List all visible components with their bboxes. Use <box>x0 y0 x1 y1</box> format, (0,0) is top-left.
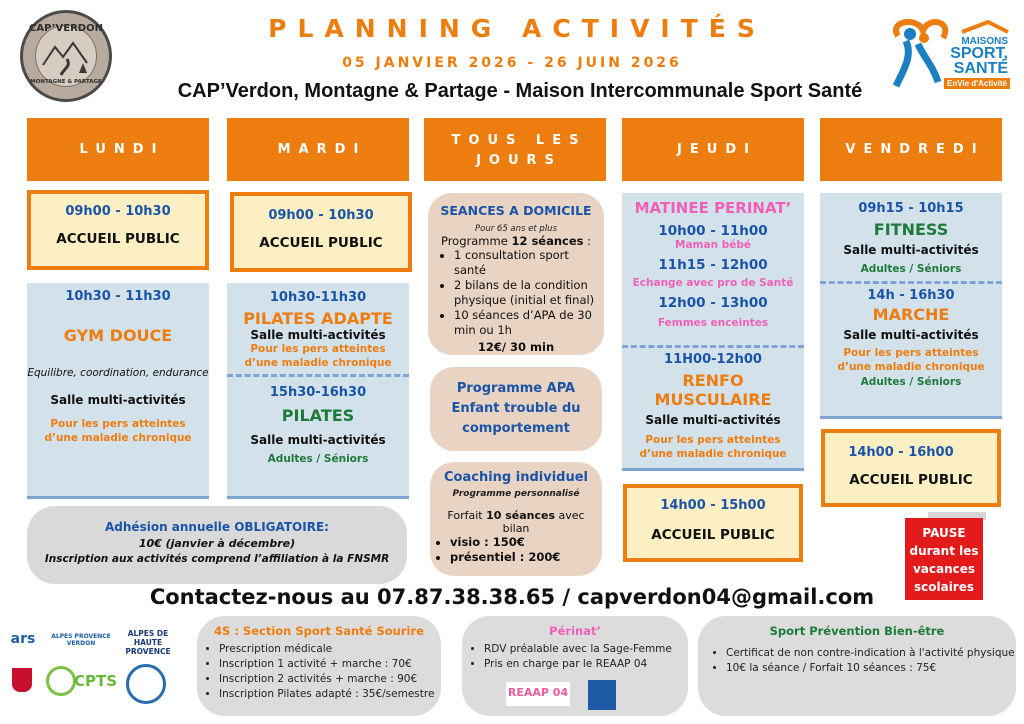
marche-activity: MARCHE <box>872 305 950 324</box>
marche-audience2: Adultes / Séniors <box>860 376 962 388</box>
logo-right-line1: MAISONS <box>961 36 1008 47</box>
prevention-title: Sport Prévention Bien-être <box>769 624 945 638</box>
lundi-gym-room: Salle multi-activités <box>50 393 186 407</box>
jeudi-accueil-box <box>623 484 803 562</box>
mardi-box <box>227 283 409 499</box>
perinat-label: Maman bébé <box>675 239 751 251</box>
maisons-sport-sante-logo <box>888 16 1010 94</box>
logo-right-tagline: EnVie d'Activité <box>944 78 1010 89</box>
date-range: 05 JANVIER 2026 - 26 JUIN 2026 <box>342 55 682 71</box>
renfo-activity: RENFO MUSCULAIRE <box>654 371 772 409</box>
vendredi-accueil-time: 14h00 - 16h00 <box>848 445 954 460</box>
prevention-item: • Certificat de non contre-indication à l'activité physique <box>726 646 1016 661</box>
pause-notice: PAUSE durant les vacances scolaires <box>905 518 983 600</box>
jeudi-accueil-label: ACCUEIL PUBLIC <box>651 527 775 543</box>
coaching-title: Coaching individuel <box>444 470 588 485</box>
perinat-info-item: • Pris en charge par le REAAP 04 <box>484 657 688 672</box>
perinat-label: Femmes enceintes <box>657 317 769 329</box>
reaap-logo: REAAP 04 <box>506 682 570 706</box>
prevention-box <box>698 616 1016 716</box>
fitness-room: Salle multi-activités <box>843 243 979 257</box>
alpes-provence-verdon-logo: ALPES PROVENCE VERDON <box>51 633 111 647</box>
coaching-forfait: Forfait 10 séances avec bilan <box>447 509 585 535</box>
domicile-list <box>434 248 598 338</box>
perinat-time: 10h00 - 11h00 <box>658 223 768 239</box>
mardi-accueil-time: 09h00 - 10h30 <box>268 208 374 223</box>
domicile-item: • 10 séances d’APA de 30 min ou 1h <box>454 308 598 338</box>
mardi-accueil-box <box>230 192 412 272</box>
perinat-info-item: • RDV préalable avec la Sage-Femme <box>484 642 688 657</box>
adhesion-box <box>27 506 407 584</box>
coaching-list <box>434 535 598 565</box>
perinat-info-box <box>462 616 688 716</box>
prevention-item: • 10€ la séance / Forfait 10 séances : 75€ <box>726 661 1016 676</box>
lundi-accueil-label: ACCUEIL PUBLIC <box>56 231 180 247</box>
mardi-pilates-activity: PILATES <box>281 406 355 425</box>
adhesion-title: Adhésion annuelle OBLIGATOIRE: <box>105 520 329 534</box>
mardi-pilates-audience: Adultes / Séniors <box>267 453 369 465</box>
roof-icon <box>960 20 1010 34</box>
territoire-logo <box>126 664 166 704</box>
apa-enfant-title: Programme APA Enfant trouble du comportement <box>451 381 581 436</box>
day-header-lundi: LUNDI <box>27 118 209 181</box>
renfo-audience: Pour les pers atteintes d’une maladie chronique <box>639 434 787 460</box>
marche-audience: Pour les pers atteintes d’une maladie chronique <box>837 347 985 373</box>
day-header-mardi: MARDI <box>227 118 409 181</box>
seances-domicile-box <box>428 193 604 355</box>
mardi-pilates-adapte-activity: PILATES ADAPTE <box>243 309 393 328</box>
lundi-gym-douce-box <box>27 283 209 499</box>
lundi-accueil-box <box>27 190 209 270</box>
divider <box>622 345 804 348</box>
coat-of-arms-logo <box>12 668 32 692</box>
section-4s-box <box>197 616 441 716</box>
renfo-time: 11H00-12h00 <box>664 352 762 367</box>
logo-left-top-text: CAP’VERDON <box>29 23 103 34</box>
perinat-time: 12h00 - 13h00 <box>658 295 768 311</box>
fitness-time: 09h15 - 10h15 <box>858 201 964 216</box>
coaching-subtitle: Programme personnalisé <box>452 489 580 499</box>
mardi-pilates-time: 15h30-16h30 <box>269 385 367 400</box>
perinat-time: 11h15 - 12h00 <box>658 257 768 273</box>
organization-name: CAP’Verdon, Montagne & Partage - Maison Intercommunale Sport Santé <box>177 80 863 102</box>
lundi-gym-audience: Pour les pers atteintes d’une maladie chronique <box>44 418 192 444</box>
mardi-pilates-adapte-time: 10h30-11h30 <box>269 290 367 305</box>
page-title: PLANNING ACTIVITÉS <box>268 14 766 43</box>
perinat-title: MATINEE PERINAT’ <box>634 199 792 217</box>
alpes-haute-provence-logo: ALPES DE HAUTE PROVENCE <box>125 628 171 656</box>
coaching-item: • présentiel : 200€ <box>450 550 598 565</box>
domicile-program: Programme 12 séances : <box>440 234 592 248</box>
perinat-label: Echange avec pro de Santé <box>632 277 794 289</box>
day-header-jeudi: JEUDI <box>622 118 804 181</box>
lundi-gym-time: 10h30 - 11h30 <box>65 289 171 304</box>
section-4s-item: • Inscription Pilates adapté : 35€/semestre <box>219 687 441 702</box>
logo-left-bottom-text: MONTAGNE & PARTAGE <box>30 79 102 85</box>
vendredi-box <box>820 193 1002 419</box>
lundi-gym-description: Equilibre, coordination, endurance <box>27 367 209 379</box>
jeudi-box <box>622 193 804 471</box>
vendredi-accueil-label: ACCUEIL PUBLIC <box>849 472 973 488</box>
logo-right-line2: SPORT, SANTÉ <box>950 45 1008 77</box>
adhesion-note: Inscription aux activités comprend l’affiliation à la FNSMR <box>44 553 390 565</box>
marche-time: 14h - 16h30 <box>867 288 955 303</box>
section-4s-item: • Inscription 2 activités + marche : 90€ <box>219 672 441 687</box>
renfo-room: Salle multi-activités <box>645 413 781 427</box>
lundi-accueil-time: 09h00 - 10h30 <box>65 204 171 219</box>
divider <box>820 281 1002 284</box>
contact-line: Contactez-nous au 07.87.38.38.65 / capverdon04@gmail.com <box>149 585 875 609</box>
caf-logo <box>588 680 616 710</box>
day-header-tous-les-jours: TOUS LES JOURS <box>424 118 606 181</box>
mardi-pilates-adapte-audience: Pour les pers atteintes d’une maladie chronique <box>244 343 392 369</box>
day-header-vendredi: VENDREDI <box>820 118 1002 181</box>
fitness-activity: FITNESS <box>873 220 949 239</box>
vendredi-accueil-box <box>821 429 1001 507</box>
domicile-title: SEANCES A DOMICILE <box>440 203 592 218</box>
mardi-accueil-label: ACCUEIL PUBLIC <box>259 235 383 251</box>
perinat-info-title: Périnat’ <box>549 624 601 638</box>
adhesion-price: 10€ (janvier à décembre) <box>138 537 296 550</box>
coaching-item: • visio : 150€ <box>450 535 598 550</box>
divider <box>227 374 409 377</box>
coaching-box <box>430 462 602 576</box>
jeudi-accueil-time: 14h00 - 15h00 <box>660 498 766 513</box>
section-4s-item: • Prescription médicale <box>219 642 441 657</box>
marche-room: Salle multi-activités <box>843 328 979 342</box>
apa-enfant-box <box>430 367 602 451</box>
domicile-price: 12€/ 30 min <box>477 340 555 354</box>
ars-logo: ars <box>10 631 36 647</box>
lundi-gym-activity: GYM DOUCE <box>63 326 173 345</box>
section-4s-title: 4S : Section Sport Santé Sourire <box>214 624 424 638</box>
domicile-item: • 1 consultation sport santé <box>454 248 598 278</box>
mardi-pilates-room: Salle multi-activités <box>250 433 386 447</box>
section-4s-item: • Inscription 1 activité + marche : 70€ <box>219 657 441 672</box>
fitness-audience: Adultes / Séniors <box>860 263 962 275</box>
domicile-subtitle: Pour 65 ans et plus <box>475 224 557 234</box>
domicile-item: • 2 bilans de la condition physique (initial et final) <box>454 278 598 308</box>
cpts-logo: CPTS <box>46 664 112 704</box>
mardi-pilates-adapte-room: Salle multi-activités <box>250 328 386 342</box>
